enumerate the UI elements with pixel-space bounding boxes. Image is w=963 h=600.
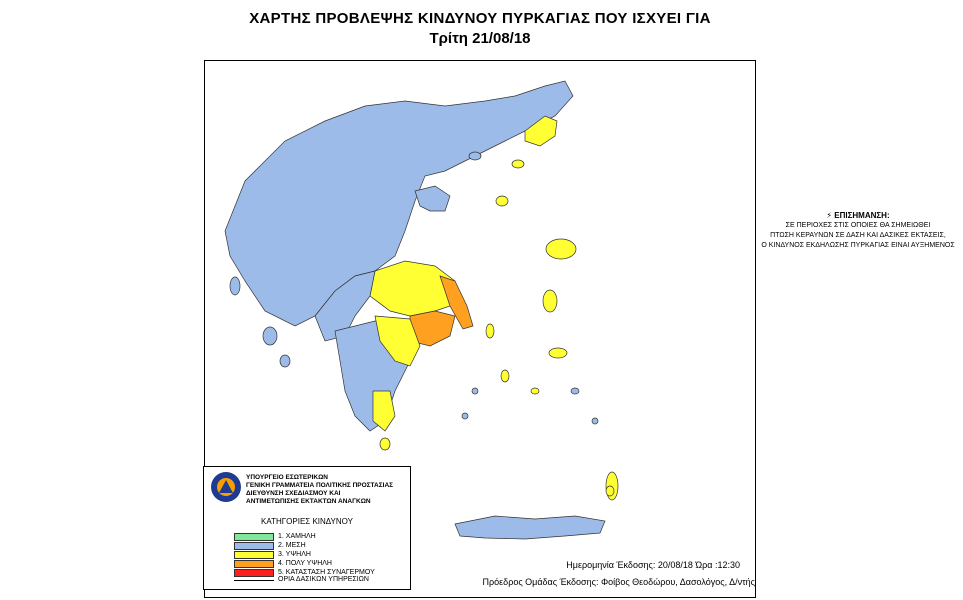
island-karpathos xyxy=(606,486,614,496)
island-lesvos xyxy=(546,239,576,259)
category-swatch-medium xyxy=(234,542,274,550)
island-thassos xyxy=(469,152,481,160)
category-label-very-high: 4. ΠΟΛΥ ΥΨΗΛΗ xyxy=(278,560,332,567)
civil-protection-logo xyxy=(210,471,242,503)
category-label-low: 1. ΧΑΜΗΛΗ xyxy=(278,533,316,540)
island-andros xyxy=(486,324,494,338)
category-swatch-alarm xyxy=(234,569,274,577)
island-corfu xyxy=(230,277,240,295)
forest-service-border-line xyxy=(234,580,274,581)
org-line-1: ΥΠΟΥΡΓΕΙΟ ΕΣΩΤΕΡΙΚΩΝ xyxy=(246,474,328,481)
org-line-2: ΓΕΝΙΚΗ ΓΡΑΜΜΑΤΕΙΑ ΠΟΛΙΤΙΚΗΣ ΠΡΟΣΤΑΣΙΑΣ xyxy=(246,482,394,489)
category-label-high: 3. ΥΨΗΛΗ xyxy=(278,551,311,558)
region-central-yellow xyxy=(370,261,455,316)
org-line-4: ΑΝΤΙΜΕΤΩΠΙΣΗΣ ΕΚΤΑΚΤΩΝ ΑΝΑΓΚΩΝ xyxy=(246,498,371,505)
map-title: ΧΑΡΤΗΣ ΠΡΟΒΛΕΨΗΣ ΚΙΝΔΥΝΟΥ ΠΥΡΚΑΓΙΑΣ ΠΟΥ ΙΣΧΥΕΙ ΓΙΑ xyxy=(249,10,711,27)
island-zakynthos xyxy=(280,355,290,367)
island-cyclades-2 xyxy=(462,413,468,419)
category-label-medium: 2. ΜΕΣΗ xyxy=(278,542,306,549)
region-halkidiki xyxy=(415,186,450,211)
warning-note xyxy=(753,211,963,251)
region-crete xyxy=(455,516,605,539)
forest-service-border-label: ΟΡΙΑ ΔΑΣΙΚΩΝ ΥΠΗΡΕΣΙΩΝ xyxy=(278,576,369,583)
issue-date: Ημερομηνία Έκδοσης: 20/08/18 Ώρα :12:30 xyxy=(566,560,740,570)
island-chios xyxy=(543,290,557,312)
warning-line-1: ΣΕ ΠΕΡΙΟΧΕΣ ΣΤΙΣ ΟΠΟΙΕΣ ΘΑ ΣΗΜΕΙΩΘΕΙ xyxy=(785,222,931,229)
island-cyclades-1 xyxy=(472,388,478,394)
island-dodecanese-2 xyxy=(592,418,598,424)
island-ikaria xyxy=(531,388,539,394)
island-naxos xyxy=(501,370,509,382)
category-label-alarm: 5. ΚΑΤΑΣΤΑΣΗ ΣΥΝΑΓΕΡΜΟΥ xyxy=(278,569,375,576)
map-date: Τρίτη 21/08/18 xyxy=(429,30,531,47)
island-samothraki xyxy=(496,196,508,206)
island-limnos xyxy=(512,160,524,168)
category-swatch-very-high xyxy=(234,560,274,568)
warning-line-3: Ο ΚΙΝΔΥΝΟΣ ΕΚΔΗΛΩΣΗΣ ΠΥΡΚΑΓΙΑΣ ΕΙΝΑΙ ΑΥΞΗΜΕΝΟΣ xyxy=(761,242,955,249)
issuing-chair: Πρόεδρος Ομάδας Έκδοσης: Φοίβος Θεοδώρου, Δασολόγος, Δ/ντής xyxy=(482,577,755,587)
island-rhodes xyxy=(606,472,618,500)
org-line-3: ΔΙΕΥΘΥΝΣΗ ΣΧΕΔΙΑΣΜΟΥ ΚΑΙ xyxy=(246,490,341,497)
warning-line-2: ΠΤΩΣΗ ΚΕΡΑΥΝΩΝ ΣΕ ΔΑΣΗ ΚΑΙ ΔΑΣΙΚΕΣ ΕΚΤΑΣΕΙΣ, xyxy=(770,232,946,239)
legend-box xyxy=(203,466,411,590)
island-dodecanese-1 xyxy=(571,388,579,394)
island-samos xyxy=(549,348,567,358)
category-swatch-high xyxy=(234,551,274,559)
category-swatch-low xyxy=(234,533,274,541)
categories-title: ΚΑΤΗΓΟΡΙΕΣ ΚΙΝΔΥΝΟΥ xyxy=(261,517,353,526)
warning-heading: ⚡ ΕΠΙΣΗΜΑΝΣΗ: xyxy=(826,211,890,220)
island-kefalonia xyxy=(263,327,277,345)
island-kythira xyxy=(380,438,390,450)
